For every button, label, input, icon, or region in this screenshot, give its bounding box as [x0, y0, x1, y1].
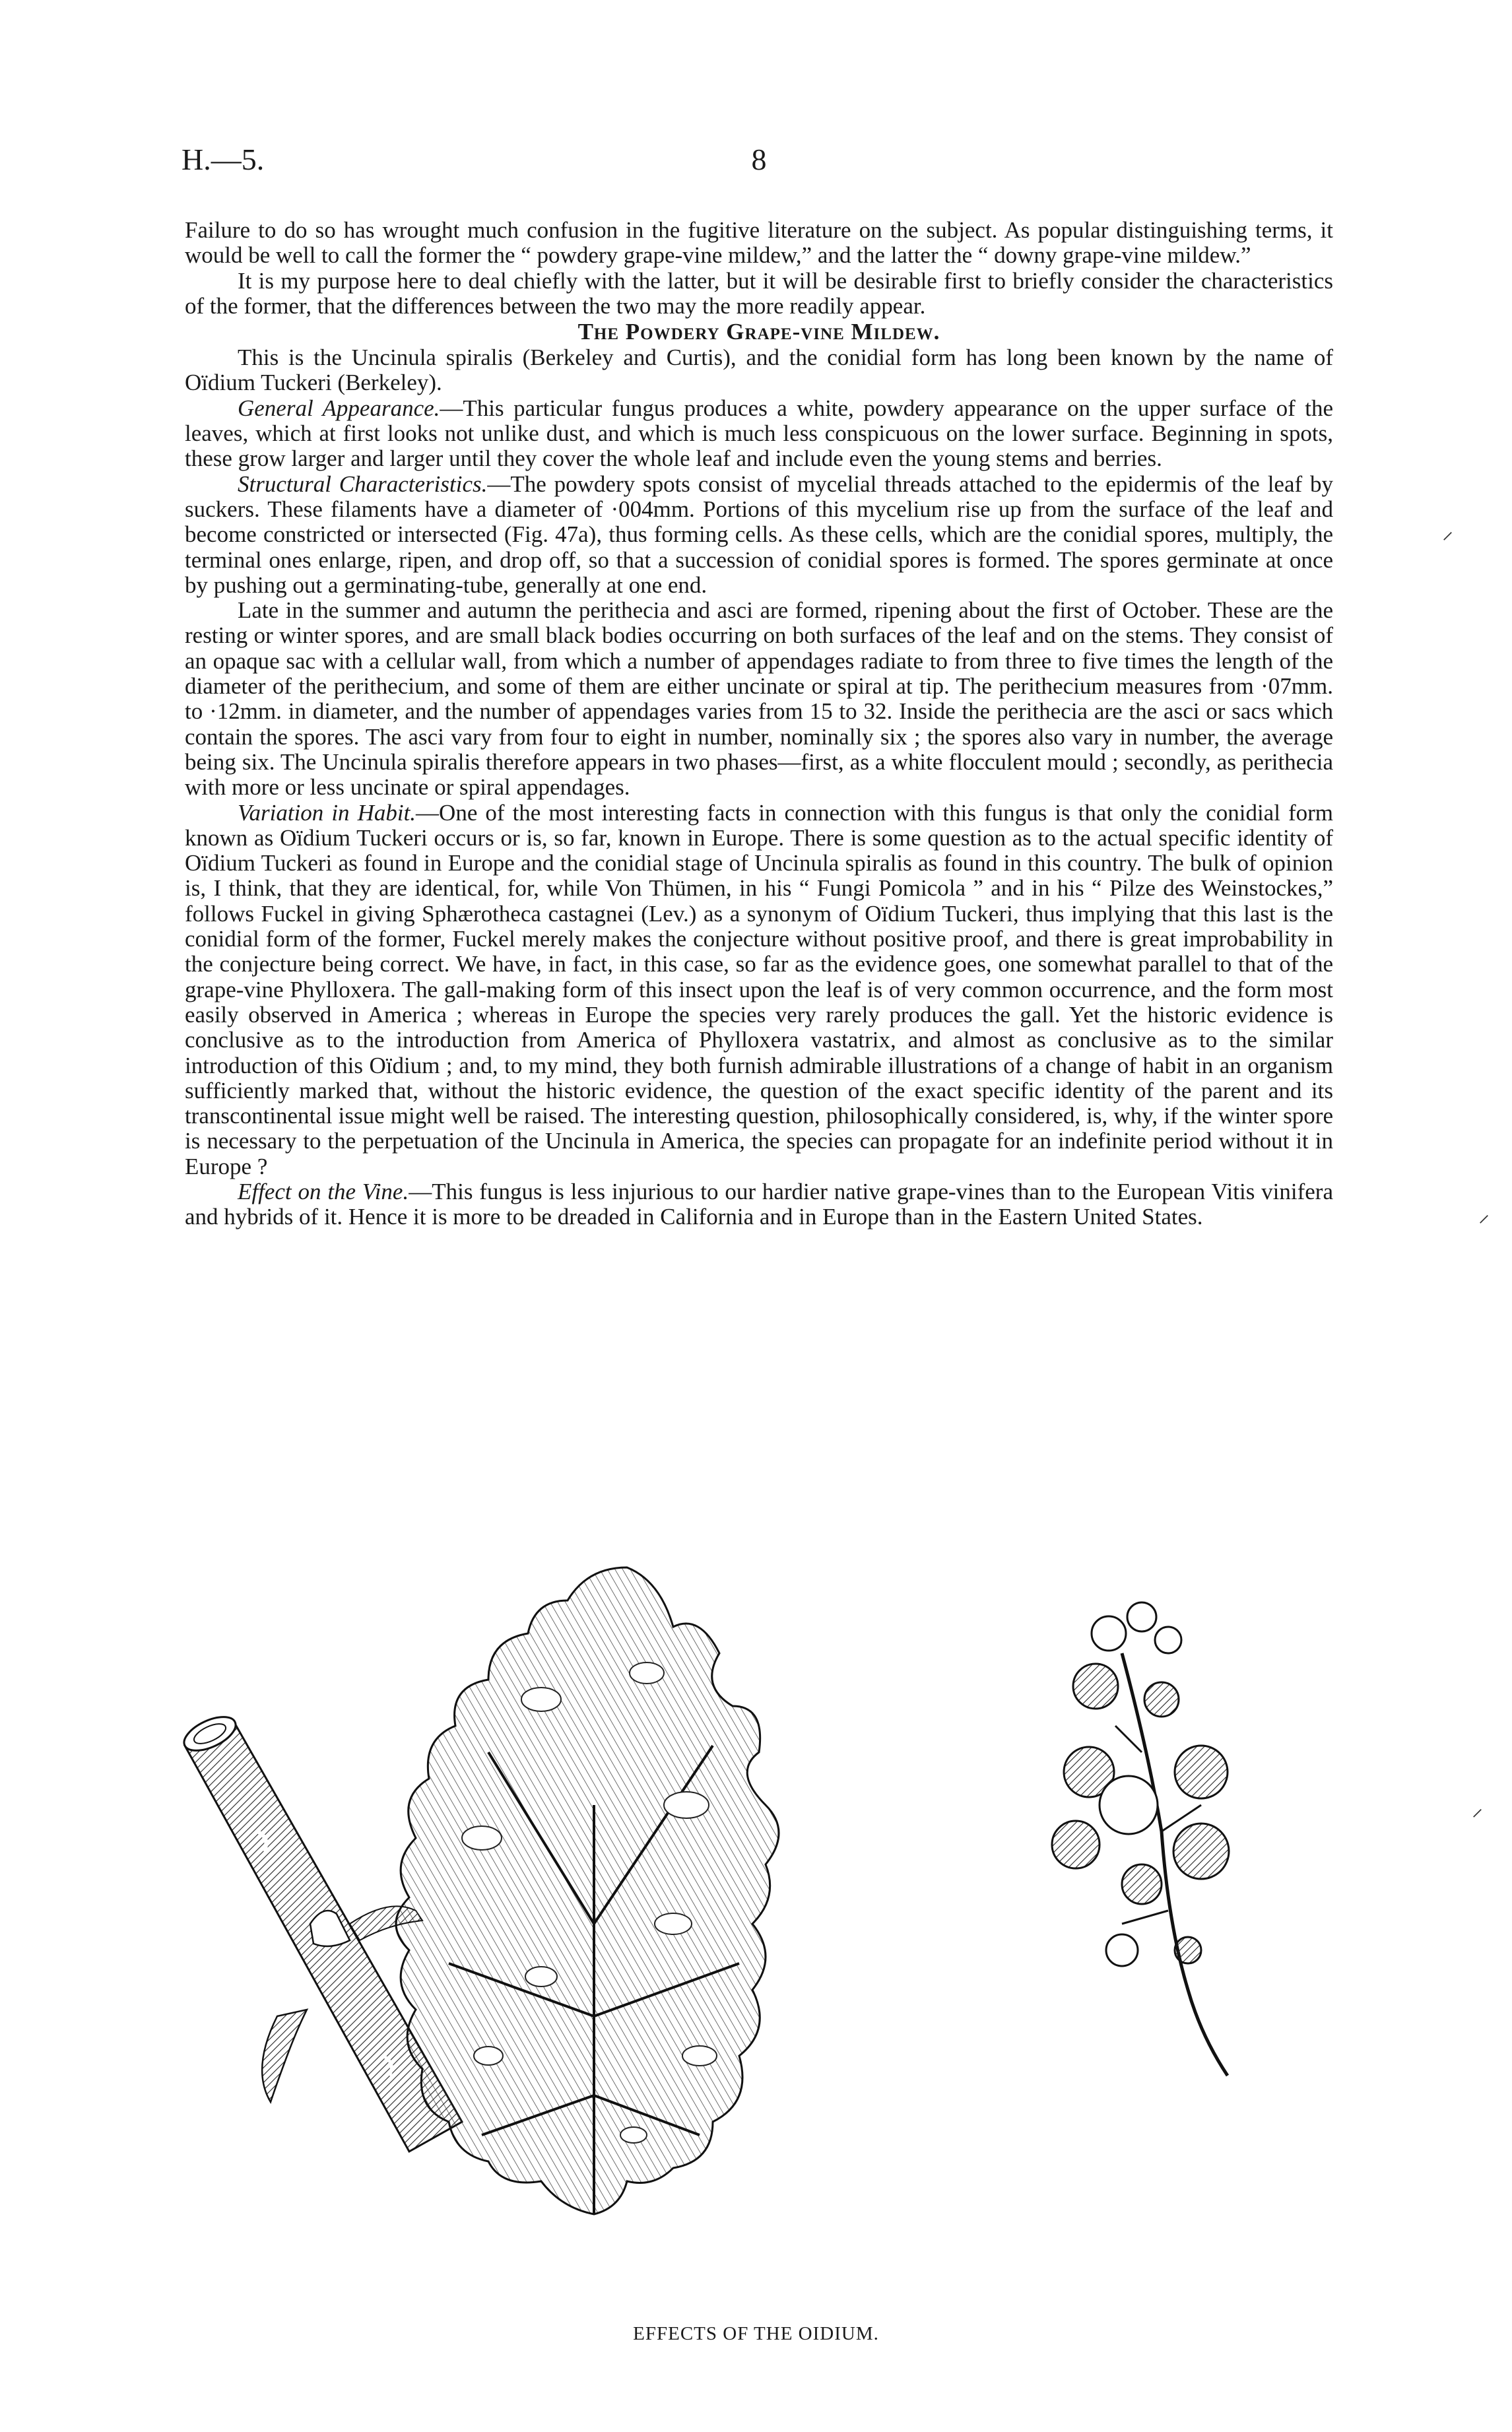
figure-caption: EFFECTS OF THE OIDIUM.: [633, 2323, 879, 2344]
paragraph-variation-in-habit: [185, 801, 1333, 1179]
grape-leaf-drawing: [396, 1567, 779, 2214]
paragraph-text: —This particular fungus produces a white, powdery appearance on the upper surface of the leaves, which at first looks not unlike dust, and which is much less conspicuous on the lower surface. Beginning in spots, these grow larger and larger until they cover the whole leaf and include even the young stems and berries.: [185, 395, 1333, 472]
article-body: [185, 218, 1333, 1230]
illustration-svg: [172, 1554, 1346, 2287]
document-code: H.—5.: [181, 143, 265, 176]
paragraph-6: Late in the summer and autumn the perithecia and asci are formed, ripening about the first of October. These are the resting or winter spores, and are small black bodies occurring on both surfaces of the leaf and on the stems. They consist of an opaque sac with a cellular wall, from which a number of appendages radiate to from three to five times the length of the diameter of the perithecium, and some of them are either uncinate or spiral at tip. The perithecium measures from ·07mm. to ·12mm. in diameter, and the number of appendages varies from 15 to 32. Inside the perithecia are the asci or sacs which contain the spores. The asci vary from four to eight in number, nominally six ; the spores also vary in number, the average being six. The Uncinula spiralis therefore appears in two phases—first, as a white flocculent mould ; secondly, as perithecia with more or less uncinate or spiral appendages.: [185, 597, 1333, 801]
paragraph-2: It is my purpose here to deal chiefly with the latter, but it will be desirable first to briefly consider the characteristics of the former, that the differences between the two may the more readily appear.: [185, 267, 1333, 319]
oidium-illustration: [172, 1554, 1346, 2287]
grape-cluster-drawing: [1052, 1602, 1229, 2076]
paragraph-text: —One of the most interesting facts in connection with this fungus is that only the conidial form known as Oïdium Tuckeri occurs or is, so far, known in Europe. There is some question as to the actual specific identity of Oïdium Tuckeri as found in Europe and the conidial stage of Uncinula spiralis as found in this country. The bulk of opinion is, I think, that they are identical, for, while Von Thümen, in his “ Fungi Pomicola ” and in his “ Pilze des Weinstockes,” follows Fuckel in giving Sphærotheca castagnei (Lev.) as a synonym of Oïdium Tuckeri, thus implying that this last is the conidial form of the former, Fuckel merely makes the conjecture without positive proof, and there is great improbability in the conjecture being correct. We have, in fact, in this case, so far as the evidence goes, one somewhat parallel to that of the grape-vine Phylloxera. The gall-making form of this insect upon the leaf is of very common occurrence, and the form most easily observed in America ; whereas in Europe the species very rarely produces the gall. Yet the historic evidence is conclusive as to the introduction from America of Phylloxera vastatrix, and almost as conclusive as to the similar introduction of this Oïdium ; and, to my mind, they both furnish admirable illustrations of a change of habit in an organism sufficiently marked that, without the historic evidence, the question of the exact specific identity of the parent and its transcontinental issue might well be raised. The interesting question, philosophically considered, is, why, if the winter spore is necessary to the perpetuation of the Uncinula in America, the species can propagate for an indefinite period without it in Europe ?: [185, 799, 1333, 1179]
paragraph-text: —The powdery spots consist of mycelial threads attached to the epidermis of the leaf by suckers. These filaments have a diameter of ·004mm. Portions of this mycelium rise up from the surface of the leaf and become constricted or intersected (Fig. 47a), thus forming cells. As these cells, which are the conidial spores, multiply, the terminal ones enlarge, ripen, and drop off, so that a succession of conidial spores is formed. The spores germinate at once by pushing out a germinating-tube, generally at one end.: [185, 471, 1333, 598]
paragraph-general-appearance: [185, 396, 1333, 472]
page-number: 8: [751, 143, 767, 176]
margin-mark: ⸝: [1442, 519, 1453, 544]
section-heading: The Powdery Grape-vine Mildew.: [577, 319, 940, 345]
runin-heading: Structural Characteristics.: [238, 471, 488, 497]
paragraph-effect-on-vine: [185, 1179, 1333, 1230]
margin-mark: ⸝: [1472, 1796, 1483, 1821]
paragraph-structural-characteristics: [185, 472, 1333, 598]
page-header: [181, 142, 1336, 195]
runin-heading: Effect on the Vine.: [238, 1178, 409, 1204]
paragraph-3: This is the Uncinula spiralis (Berkeley and Curtis), and the conidial form has long been known by the name of Oïdium Tuckeri (Berkeley).: [185, 345, 1333, 396]
paragraph-text: —This fungus is less injurious to our hardier native grape-vines than to the European Vitis vinifera and hybrids of it. Hence it is more to be dreaded in California and in Europe than in the Eastern United States.: [185, 1178, 1334, 1230]
runin-heading: General Appearance.: [238, 395, 440, 421]
runin-heading: Variation in Habit.: [238, 799, 416, 826]
paragraph-1: Failure to do so has wrought much confusion in the fugitive literature on the subject. As popular distinguishing terms, it would be well to call the former the “ powdery grape-vine mildew,” and the latter the “ downy grape-vine mildew.”: [185, 217, 1333, 269]
margin-mark: ⸝: [1478, 1202, 1490, 1227]
